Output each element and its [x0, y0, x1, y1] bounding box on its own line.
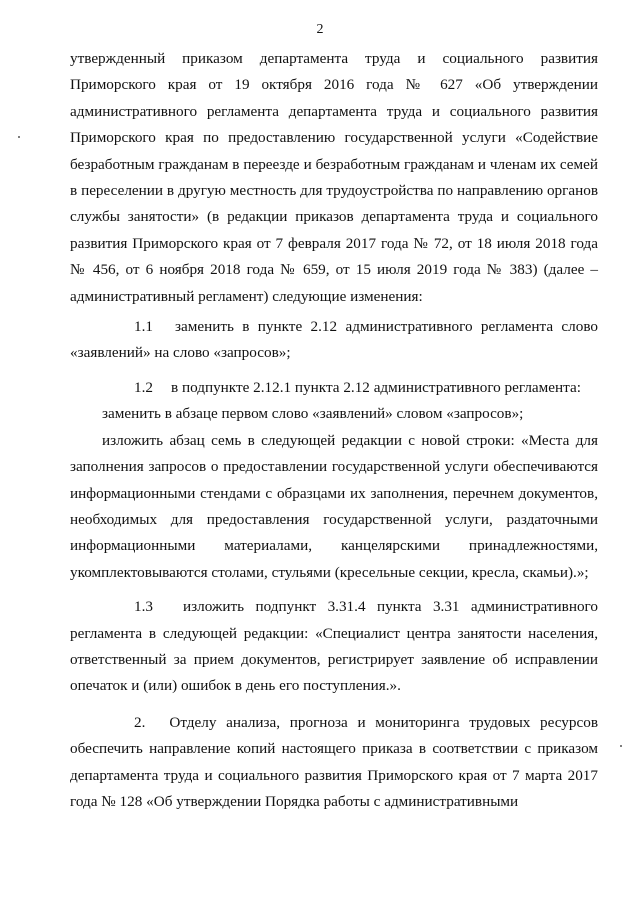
item-number: 2.: [134, 713, 146, 731]
paragraph-text: в подпункте 2.12.1 пункта 2.12 административного регламента:: [170, 378, 581, 396]
paragraph-1-3: [70, 594, 598, 700]
paragraph-1-2: [70, 375, 598, 401]
item-number: 1.3: [134, 598, 153, 616]
paragraph-text: заменить в абзаце первом слово «заявлений» словом «запросов»;: [102, 405, 524, 423]
paragraph-text: изложить абзац семь в следующей редакции с новой строки: «Места для заполнения запросов о предоставлении государственной услуги обеспечиваются информационными стендами с образцами их заполнения, перечнем документов, необходимых для предоставления государственной услуги, раздаточными информационными материалами, канцелярскими принадлежностями, укомплектовываются столами, стульями (кресельные секции, кресла, скамьи).»;: [70, 431, 598, 581]
paragraph-text: заменить в пункте 2.12 административного регламента слово «заявлений» на слово «запросов»;: [70, 318, 598, 362]
scan-speck: [620, 745, 622, 747]
paragraph-intro: [70, 46, 598, 310]
item-number: 1.2: [134, 378, 153, 396]
paragraph-text: изложить подпункт 3.31.4 пункта 3.31 административного регламента в следующей редакции: «Специалист центра занятости населения, ответственный за прием документов, регистрирует заявление об исправлении опечаток и (или) ошибок в день его поступления.».: [70, 598, 598, 695]
paragraph-replace: [70, 401, 598, 427]
scan-speck: [18, 136, 20, 138]
paragraph-set-seven: [70, 428, 598, 586]
page-number: 2: [316, 22, 324, 37]
document-body: [70, 46, 598, 815]
paragraph-text: утвержденный приказом департамента труда и социального развития Приморского края от 19 октября 2016 года № 627 «Об утверждении административного регламента департамента труда и социального развития Приморского края по предоставлению государственной услуги «Содействие безработным гражданам в переезде и безработным гражданам и членам их семей в переселении в другую местность для трудоустройства по направлению органов службы занятости» (в редакции приказов департамента труда и социального развития Приморского края от 7 февраля 2017 года № 72, от 18 июля 2018 года № 456, от 6 ноября 2018 года № 659, от 15 июля 2019 года № 383) (далее – административный регламент) следующие изменения:: [70, 50, 598, 305]
paragraph-text: Отделу анализа, прогноза и мониторинга трудовых ресурсов обеспечить направление копий настоящего приказа в соответствии с приказом департамента труда и социального развития Приморского края от 7 марта 2017 года № 128 «Об утверждении Порядка работы с административными: [70, 713, 598, 810]
paragraph-1-1: [70, 314, 598, 367]
paragraph-2: [70, 710, 598, 816]
item-number: 1.1: [134, 318, 153, 336]
